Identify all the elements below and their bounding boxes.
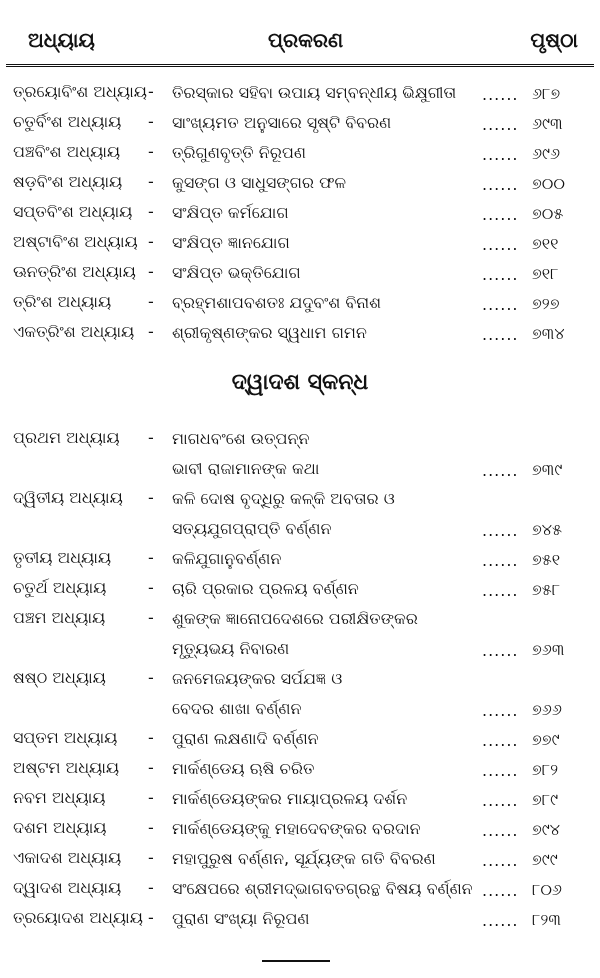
topic-title: [172, 168, 482, 198]
topic-title: [172, 844, 482, 874]
toc-row: [0, 258, 600, 288]
topic-title-line: ମାର୍କଣ୍ଡେୟଙ୍କୁ ମହାଦେବଙ୍କର ବରଦାନ: [172, 819, 421, 838]
topic-title: [172, 78, 482, 108]
topic-title: [172, 724, 482, 754]
chapter-name: ଅଷ୍ଟାବିଂଶ ଅଧ୍ୟାୟ: [13, 232, 138, 251]
header-topic: ପ୍ରକରଣ: [268, 28, 344, 52]
page-number: ୬୮୭: [532, 84, 561, 103]
topic-title-line: ମହାପୁରୁଷ ବର୍ଣ୍ଣନ, ସୂର୍ଯ୍ୟଙ୍କ ଗତି ବିବରଣ: [172, 849, 436, 868]
leader-dots: ......: [482, 461, 519, 480]
topic-title: [172, 288, 482, 318]
page-number: ୮୨୩: [532, 910, 561, 929]
separator-dash: -: [148, 758, 154, 777]
topic-title: [172, 754, 482, 784]
header-chapter: ଅଧ୍ୟାୟ: [28, 28, 95, 52]
toc-row: [0, 604, 600, 664]
toc-row: [0, 904, 600, 934]
toc-row: [0, 844, 600, 874]
topic-title-line: ସତ୍ୟଯୁଗପ୍ରାପ୍ତି ବର୍ଣ୍ଣନ: [172, 519, 332, 538]
toc-row: [0, 814, 600, 844]
topic-title-line: ସଂକ୍ଷେପରେ ଶ୍ରୀମଦ୍ଭାଗବତଗ୍ରନ୍ଥ ବିଷୟ ବର୍ଣ୍ଣନ: [172, 879, 473, 898]
topic-title: [172, 484, 482, 544]
topic-title: [172, 784, 482, 814]
chapter-name: ଷଡ଼ବିଂଶ ଅଧ୍ୟାୟ: [13, 172, 123, 191]
topic-title: [172, 574, 482, 604]
topic-title: [172, 318, 482, 348]
page-number: ୭୬୬: [532, 700, 562, 719]
topic-title: [172, 604, 482, 664]
chapter-name: ଏକତ୍ରିଂଶ ଅଧ୍ୟାୟ: [13, 322, 135, 341]
topic-title-line: ବେଦର ଶାଖା ବର୍ଣ୍ଣନ: [172, 699, 302, 718]
toc-row: [0, 78, 600, 108]
separator-dash: -: [148, 878, 154, 897]
topic-title: [172, 228, 482, 258]
toc-row: [0, 574, 600, 604]
topic-title-line: ଶୁକଙ୍କ ଜ୍ଞାନୋପଦେଶରେ ପରୀକ୍ଷିତଙ୍କର: [172, 609, 418, 628]
topic-title-line: ତିରସ୍କାର ସହିବା ଉପାୟ ସମ୍ବନ୍ଧୀୟ ଭିକ୍ଷୁଗୀତା: [172, 83, 457, 102]
leader-dots: ......: [482, 641, 519, 660]
page-number: ୭୧୮: [532, 264, 559, 283]
chapter-name: ତ୍ରିଂଶ ଅଧ୍ୟାୟ: [13, 292, 112, 311]
toc-row: [0, 168, 600, 198]
toc-row: [0, 784, 600, 814]
topic-title-line: ତ୍ରିଗୁଣବୃତ୍ତି ନିରୂପଣ: [172, 143, 306, 162]
leader-dots: ......: [482, 145, 519, 164]
toc-row: [0, 724, 600, 754]
topic-title-line: ପୁରାଣ ଲକ୍ଷଣାଦି ବର୍ଣ୍ଣନ: [172, 729, 319, 748]
leader-dots: ......: [482, 521, 519, 540]
leader-dots: ......: [482, 581, 519, 600]
chapter-name: ଦ୍ୱିତୀୟ ଅଧ୍ୟାୟ: [13, 488, 123, 507]
topic-title-line: ବ୍ରହ୍ମଶାପବଶତଃ ଯଦୁବଂଶ ବିନାଶ: [172, 293, 382, 312]
chapter-name: ଚତୁର୍ବିଂଶ ଅଧ୍ୟାୟ: [13, 112, 122, 131]
leader-dots: ......: [482, 791, 519, 810]
leader-dots: ......: [482, 761, 519, 780]
topic-title-line: ପୁରାଣ ସଂଖ୍ୟା ନିରୂପଣ: [172, 909, 310, 928]
page-number: ୭୧୧: [532, 234, 559, 253]
topic-title-line: ମାର୍କଣ୍ଡେୟ ଋଷି ଚରିତ: [172, 759, 315, 778]
chapter-name: ଊନତ୍ରିଂଶ ଅଧ୍ୟାୟ: [13, 262, 136, 281]
toc-row: [0, 664, 600, 724]
leader-dots: ......: [482, 205, 519, 224]
separator-dash: -: [148, 292, 154, 311]
page-number: ୭୦୫: [532, 204, 564, 223]
separator-dash: -: [148, 908, 154, 927]
page-number: ୭୨୭: [532, 294, 560, 313]
topic-title-line: ମାର୍କଣ୍ଡେୟଙ୍କର ମାୟାପ୍ରଳୟ ଦର୍ଶନ: [172, 789, 408, 808]
topic-title: [172, 424, 482, 484]
separator-dash: -: [148, 608, 154, 627]
topic-title-line: କୁସଙ୍ଗ ଓ ସାଧୁସଙ୍ଗର ଫଳ: [172, 173, 346, 192]
toc-section-2: [0, 424, 600, 934]
page-number: ୭୮୯: [532, 790, 559, 809]
page-number: ୭୯୯: [532, 850, 558, 869]
page-number: ୭୩୪: [532, 324, 565, 343]
separator-dash: -: [148, 202, 154, 221]
toc-row: [0, 874, 600, 904]
leader-dots: ......: [482, 551, 519, 570]
topic-title-line: ସଂକ୍ଷିପ୍ତ ଭକ୍ତିଯୋଗ: [172, 263, 301, 282]
toc-row: [0, 288, 600, 318]
chapter-name: ଷଷ୍ଠ ଅଧ୍ୟାୟ: [13, 668, 106, 687]
page-number: ୭୫୮: [532, 580, 561, 599]
header-page: ପୃଷ୍ଠା: [530, 28, 578, 52]
topic-title-line: ଶ୍ରୀକୃଷ୍ଣଙ୍କର ସ୍ୱଧାମ ଗମନ: [172, 323, 367, 342]
topic-title-line: ସଂକ୍ଷିପ୍ତ କର୍ମଯୋଗ: [172, 203, 289, 222]
separator-dash: -: [148, 488, 154, 507]
chapter-name: ଚତୁର୍ଥ ଅଧ୍ୟାୟ: [13, 578, 107, 597]
chapter-name: ତୃତୀୟ ଅଧ୍ୟାୟ: [13, 548, 112, 567]
topic-title: [172, 544, 482, 574]
topic-title-line: ସଂକ୍ଷିପ୍ତ ଜ୍ଞାନଯୋଗ: [172, 233, 290, 252]
separator-dash: -: [148, 818, 154, 837]
leader-dots: ......: [482, 295, 519, 314]
topic-title-line: ମୃତ୍ୟୁଭୟ ନିବାରଣ: [172, 639, 290, 658]
leader-dots: ......: [482, 851, 519, 870]
chapter-name: ପ୍ରଥମ ଅଧ୍ୟାୟ: [13, 428, 120, 447]
toc-section-1: [0, 78, 600, 348]
page-number: ୮୦୬: [532, 880, 562, 899]
page-number: ୭୫୧: [532, 550, 561, 569]
toc-header: [6, 14, 594, 67]
topic-title: [172, 904, 482, 934]
topic-title-line: କଳି ଦୋଷ ବୃଦ୍ଧିରୁ କଳ୍କି ଅବତାର ଓ: [172, 489, 395, 508]
topic-title: [172, 664, 482, 724]
separator-dash: -: [148, 728, 154, 747]
leader-dots: ......: [482, 235, 519, 254]
toc-row: [0, 544, 600, 574]
page-number: ୬୯୬: [532, 144, 561, 163]
leader-dots: ......: [482, 325, 519, 344]
chapter-name: ଏକାଦଶ ଅଧ୍ୟାୟ: [13, 848, 122, 867]
separator-dash: -: [148, 142, 154, 161]
toc-row: [0, 198, 600, 228]
page-number: ୬୯୩: [532, 114, 563, 133]
chapter-name: ତ୍ରୟୋଦଶ ଅଧ୍ୟାୟ: [13, 908, 143, 927]
toc-row: [0, 108, 600, 138]
page-number: ୭୯୪: [532, 820, 561, 839]
chapter-name: ଅଷ୍ଟମ ଅଧ୍ୟାୟ: [13, 758, 120, 777]
topic-title: [172, 138, 482, 168]
leader-dots: ......: [482, 85, 519, 104]
chapter-name: ସପ୍ତବିଂଶ ଅଧ୍ୟାୟ: [13, 202, 133, 221]
leader-dots: ......: [482, 265, 519, 284]
chapter-name: ଦ୍ୱାଦଶ ଅଧ୍ୟାୟ: [13, 878, 122, 897]
separator-dash: -: [148, 548, 154, 567]
page-number: ୭୩୯: [532, 460, 563, 479]
leader-dots: ......: [482, 731, 519, 750]
footer-rule: [262, 960, 330, 962]
toc-row: [0, 318, 600, 348]
separator-dash: -: [148, 262, 154, 281]
page-number: ୭୮୨: [532, 760, 559, 779]
topic-title: [172, 198, 482, 228]
separator-dash: -: [148, 322, 154, 341]
separator-dash: -: [148, 848, 154, 867]
separator-dash: -: [148, 82, 154, 101]
toc-row: [0, 424, 600, 484]
separator-dash: -: [148, 172, 154, 191]
chapter-name: ପଞ୍ଚମ ଅଧ୍ୟାୟ: [13, 608, 106, 627]
toc-row: [0, 138, 600, 168]
topic-title-line: ଚାରି ପ୍ରକାର ପ୍ରଳୟ ବର୍ଣ୍ଣନ: [172, 579, 359, 598]
page-number: ୭୬୩: [532, 640, 565, 659]
separator-dash: -: [148, 788, 154, 807]
page-number: ୭୪୫: [532, 520, 563, 539]
skandha-title: ଦ୍ୱାଦଶ ସ୍କନ୍ଧ: [231, 370, 369, 395]
separator-dash: -: [148, 668, 154, 687]
toc-row: [0, 484, 600, 544]
topic-title-line: କଳିଯୁଗାନୁବର୍ଣ୍ଣନ: [172, 549, 282, 568]
leader-dots: ......: [482, 821, 519, 840]
topic-title: [172, 814, 482, 844]
chapter-name: ଦଶମ ଅଧ୍ୟାୟ: [13, 818, 107, 837]
leader-dots: ......: [482, 881, 519, 900]
leader-dots: ......: [482, 115, 519, 134]
chapter-name: ନବମ ଅଧ୍ୟାୟ: [13, 788, 106, 807]
leader-dots: ......: [482, 175, 519, 194]
leader-dots: ......: [482, 701, 519, 720]
separator-dash: -: [148, 112, 154, 131]
toc-row: [0, 754, 600, 784]
topic-title-line: ମାଗଧବଂଶେ ଉତ୍ପନ୍ନ: [172, 429, 310, 448]
chapter-name: ପଞ୍ଚବିଂଶ ଅଧ୍ୟାୟ: [13, 142, 121, 161]
chapter-name: ତ୍ରୟୋବିଂଶ ଅଧ୍ୟାୟ: [13, 82, 147, 101]
topic-title: [172, 108, 482, 138]
toc-row: [0, 228, 600, 258]
leader-dots: ......: [482, 911, 519, 930]
separator-dash: -: [148, 232, 154, 251]
chapter-name: ସପ୍ତମ ଅଧ୍ୟାୟ: [13, 728, 118, 747]
separator-dash: -: [148, 578, 154, 597]
page-number: ୭୦୦: [532, 174, 565, 193]
separator-dash: -: [148, 428, 154, 447]
topic-title: [172, 258, 482, 288]
page-number: ୭୭୯: [532, 730, 560, 749]
topic-title-line: ସାଂଖ୍ୟମତ ଅନୁସାରେ ସୃଷ୍ଟି ବିବରଣ: [172, 113, 392, 132]
topic-title: [172, 874, 482, 904]
topic-title-line: ଜନମେଜୟଙ୍କର ସର୍ପଯଜ୍ଞ ଓ: [172, 669, 343, 688]
topic-title-line: ଭାବୀ ରାଜାମାନଙ୍କ କଥା: [172, 459, 320, 478]
